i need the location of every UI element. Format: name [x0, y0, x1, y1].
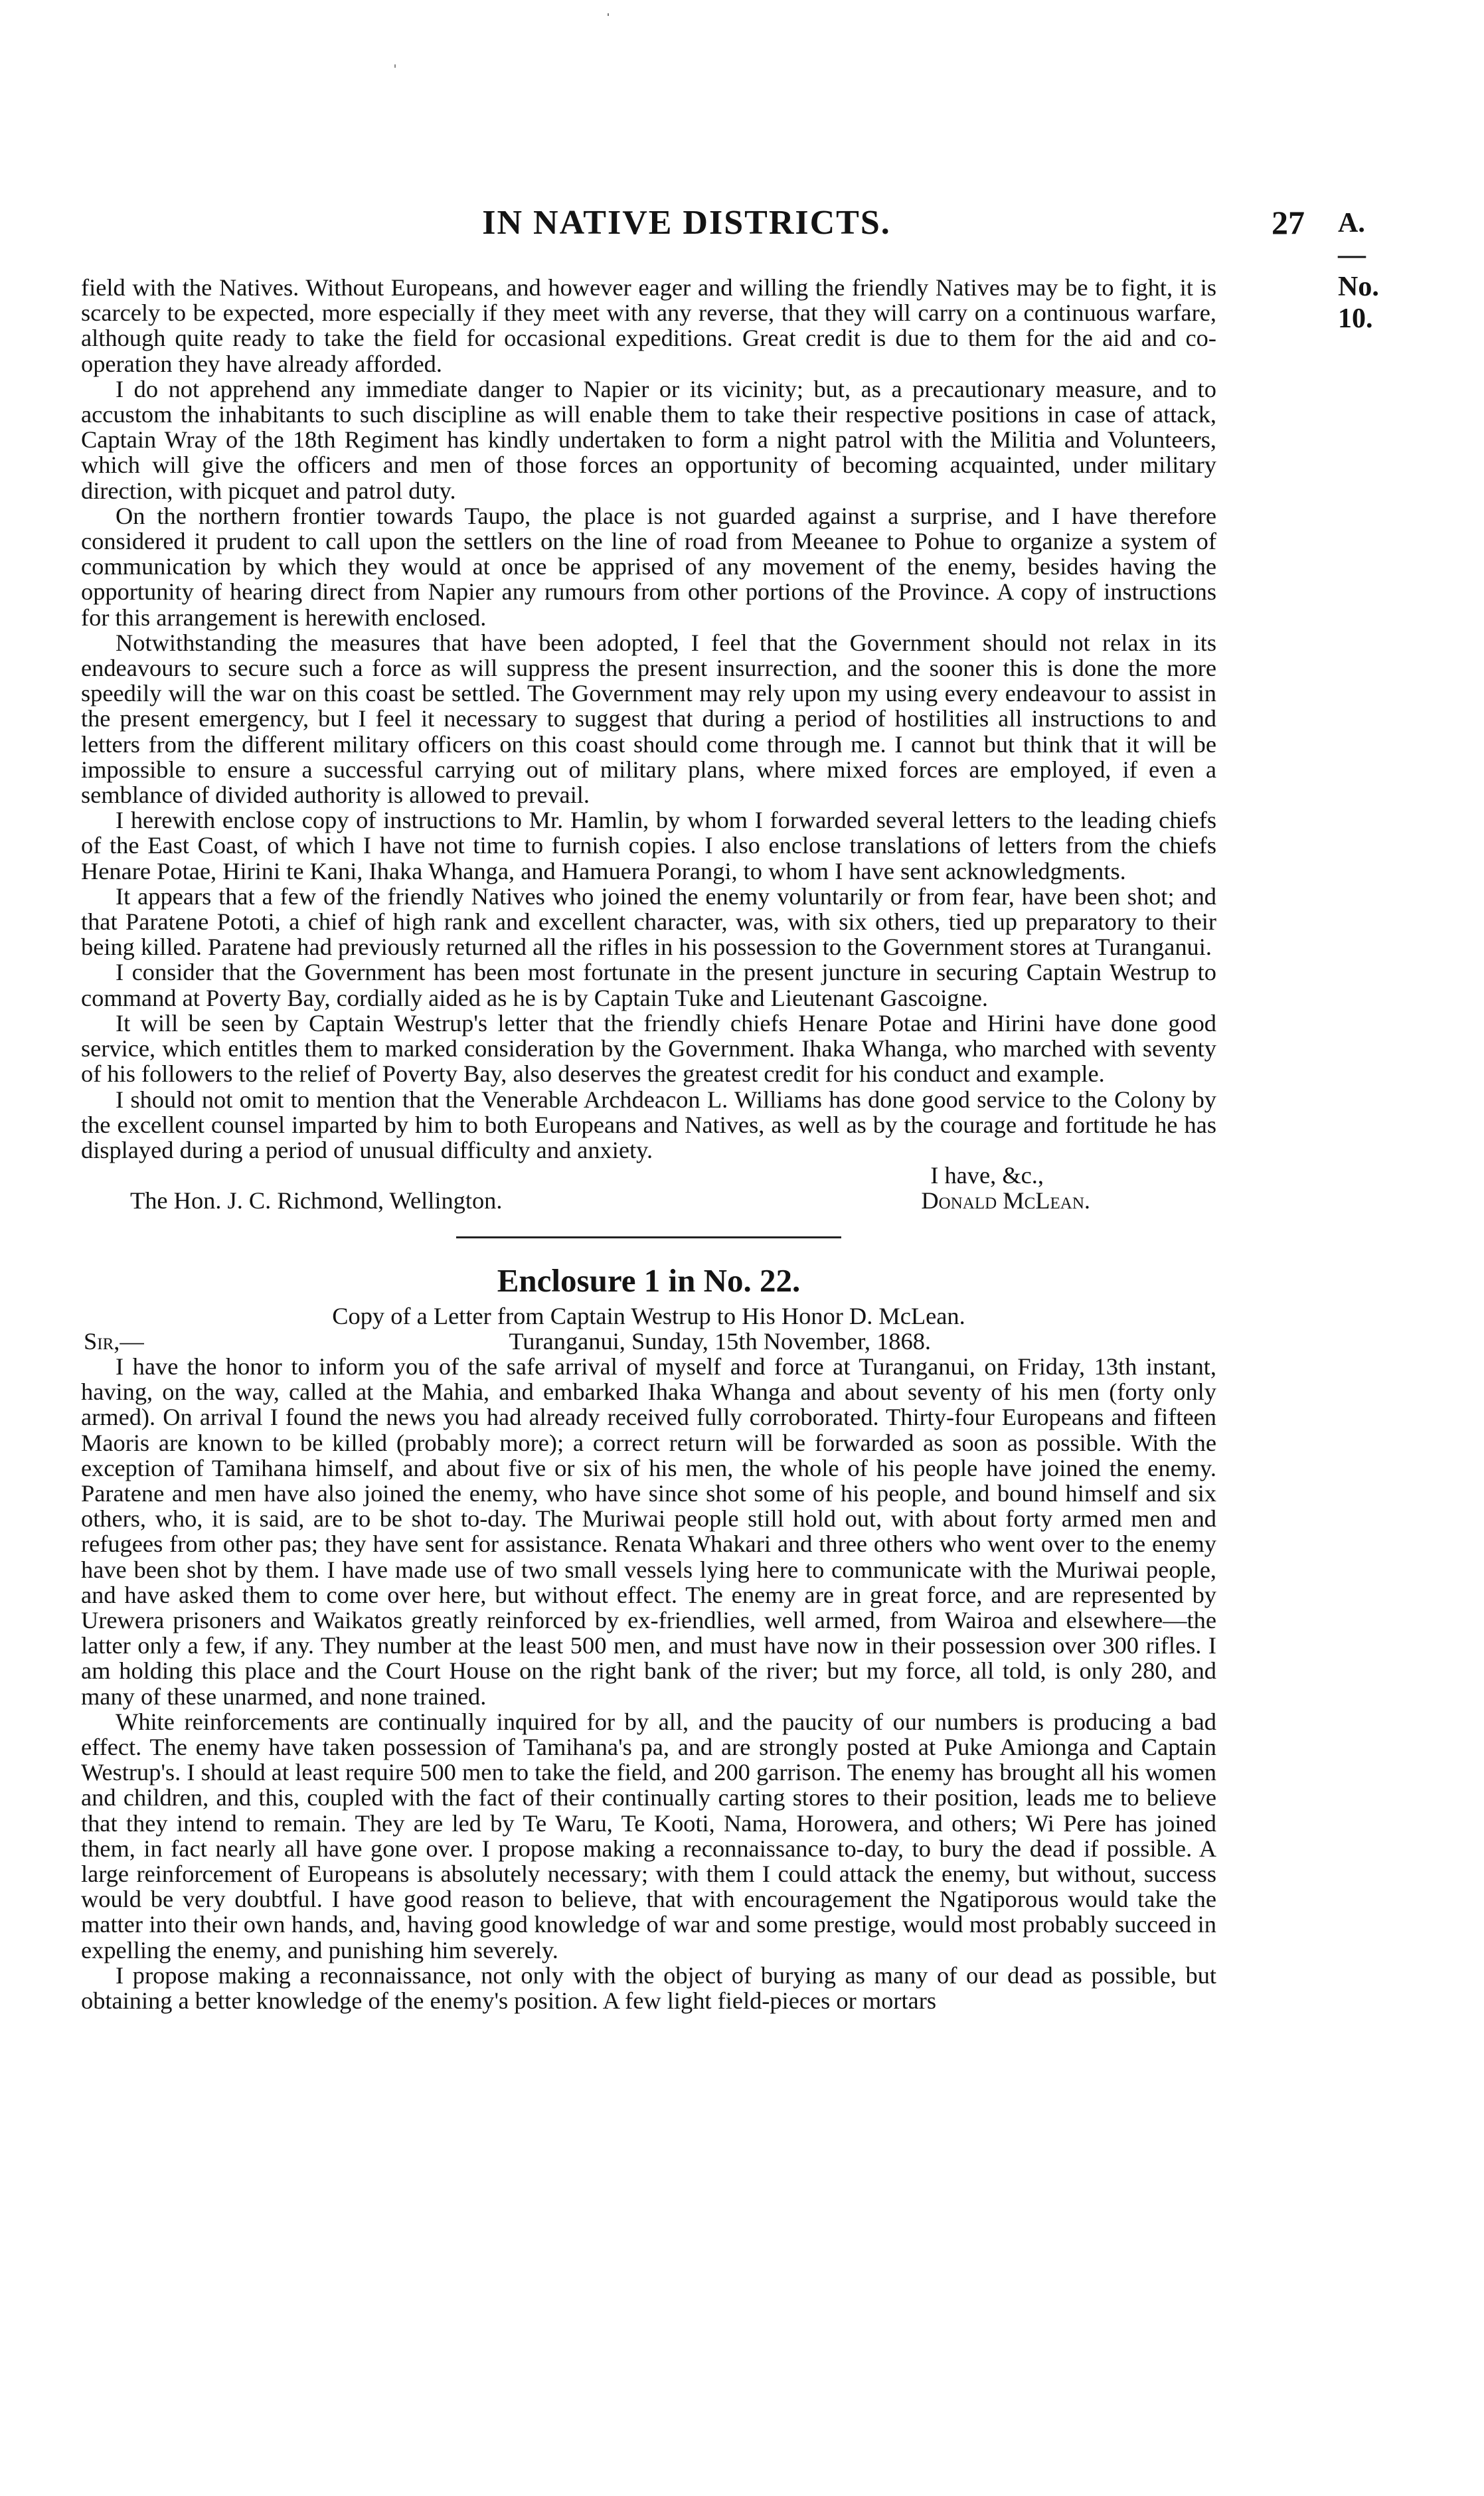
dateline: Turanganui, Sunday, 15th November, 1868. — [509, 1327, 931, 1355]
salutation: Sir,— — [84, 1327, 144, 1355]
letter-paragraph: It appears that a few of the friendly Natives who joined the enemy voluntarily or from fear, have been shot; and that Paratene Pototi, a chief of high rank and excellent character, was, with six others, tied up preparatory to their being killed. Paratene had previously returned all the rifles in his possession to the Government stores at Turanganui. — [81, 882, 1216, 961]
page-body — [81, 275, 1216, 2013]
enclosure-paragraph: I have the honor to inform you of the safe arrival of myself and force at Turanganui, on Friday, 13th instant, having, on the way, called at the Mahia, and embarked Ihaka Whanga and about seventy of his men (forty only armed). On arrival I found the news you had already received fully corroborated. Thirty-four Europeans and fifteen Maoris are known to be killed (probably more); a correct return will be forwarded as soon as possible. With the exception of Tamihana himself, and about five or six of his men, the whole of his people have joined the enemy. Paratene and men have also joined the enemy, who have since shot some of his people, and bound himself and six others, who, it is said, are to be shot to-day. The Muriwai people still hold out, with about forty armed men and refugees from other pas; they have sent for assistance. Renata Whakari and three others who went over to the enemy have been shot by them. I have made use of two small vessels lying here to communicate with the Muriwai people, and have asked them to come over here, but without effect. The enemy are in great force, and are represented by Urewera prisoners and Waikatos greatly reinforced by ex-friendlies, well armed, from Wairoa and elsewhere—the latter only a few, if any. They number at the least 500 men, and must have now in their possession over 300 rifles. I am holding this place and the Court House on the right bank of the river; but my force, all told, is only 280, and many of these unarmed, and none trained. — [81, 1353, 1216, 1710]
addressee: The Hon. J. C. Richmond, Wellington. — [130, 1187, 503, 1214]
enclosure-title: Enclosure 1 in No. 22. — [497, 1262, 801, 1299]
running-head: IN NATIVE DISTRICTS. — [482, 204, 891, 242]
salutation-row — [81, 1329, 1216, 1354]
document-reference: A.—No. 10. — [1338, 208, 1379, 334]
enclosure-subtitle: Copy of a Letter from Captain Westrup to His Honor D. McLean. — [332, 1302, 965, 1329]
letter-paragraph: I do not apprehend any immediate danger to Napier or its vicinity; but, as a precautionary measure, and to accustom the inhabitants to such discipline as will enable them to take their respective positions in case of attack, Captain Wray of the 18th Regiment has kindly undertaken to form a night patrol with the Militia and Volunteers, which will give the officers and men of those forces an opportunity of becoming acquainted, under military direction, with picquet and patrol duty. — [81, 375, 1216, 504]
letter-paragraph: It will be seen by Captain Westrup's letter that the friendly chiefs Henare Potae and Hirini have done good service, which entitles them to marked consideration by the Government. Ihaka Whanga, who marched with seventy of his followers to the relief of Poverty Bay, also deserves the greatest credit for his conduct and example. — [81, 1009, 1216, 1088]
letter-paragraph: On the northern frontier towards Taupo, the place is not guarded against a surprise, and I have therefore considered it prudent to call upon the settlers on the line of road from Meeanee to Pohue to organize a system of communication by which they would at once be apprised of any movement of the enemy, besides having the opportunity of hearing direct from Napier any rumours from other portions of the Province. A copy of instructions for this arrangement is herewith enclosed. — [81, 502, 1216, 631]
letter-paragraph: I herewith enclose copy of instructions to Mr. Hamlin, by whom I forwarded several letters to the leading chiefs of the East Coast, of which I have not time to furnish copies. I also enclose translations of letters from the chiefs Henare Potae, Hirini te Kani, Ihaka Whanga, and Hamuera Porangi, to whom I have sent acknowledgments. — [81, 807, 1216, 884]
signature-block — [81, 1163, 1216, 1213]
signature: Donald McLean. — [921, 1187, 1090, 1214]
closing-line: I have, &c., — [930, 1162, 1044, 1189]
enclosure-paragraph: White reinforcements are continually inquired for by all, and the paucity of our numbers is producing a bad effect. The enemy have taken possession of Tamihana's pa, and are strongly posted at Puke Amionga and Captain Westrup's. I should at least require 500 men to take the field, and 200 garrison. The enemy has brought all his women and children, and this, coupled with the fact of their continually carting stores to their position, leads me to believe that they intend to remain. They are led by Te Waru, Te Kooti, Nama, Horowera, and others; Wi Pere has joined them, in fact nearly all have gone over. I propose making a reconnaissance to-day, to bury the dead if possible. A large reinforcement of Europeans is absolutely necessary; with them I could attack the enemy, but without, success would be very doubtful. I have good reason to believe, that with encouragement the Ngatiporous would take the matter into their own hands, and, having good knowledge of war and some prestige, would most probably succeed in expelling the enemy, and punishing him severely. — [81, 1708, 1216, 1963]
scan-mark — [394, 64, 396, 68]
scan-mark — [608, 13, 609, 16]
page-number: 27 — [1272, 204, 1305, 241]
section-divider — [456, 1236, 841, 1238]
letter-paragraph: I consider that the Government has been most fortunate in the present juncture in securing Captain Westrup to command at Poverty Bay, cordially aided as he is by Captain Tuke and Lieutenant Gascoigne. — [81, 959, 1216, 1011]
letter-paragraph: I should not omit to mention that the Venerable Archdeacon L. Williams has done good service to the Colony by the excellent counsel imparted by him to both Europeans and Natives, as well as by the courage and fortitude he has displayed during a period of unusual difficulty and anxiety. — [81, 1086, 1216, 1163]
sign-off-row — [81, 1188, 1216, 1213]
letter-paragraph: field with the Natives. Without Europeans, and however eager and willing the friendly Natives may be to fight, it is scarcely to be expected, more especially if they meet with any reverse, that they will carry on a continuous warfare, although quite ready to take the field for occasional expeditions. Great credit is due to them for the aid and co-operation they have already afforded. — [81, 274, 1216, 377]
letter-paragraph: Notwithstanding the measures that have been adopted, I feel that the Government should not relax in its endeavours to secure such a force as will suppress the present insurrection, and the sooner this is done the more speedily will the war on this coast be settled. The Government may rely upon my using every endeavour to assist in the present emergency, but I feel it necessary to suggest that during a period of hostilities all instructions to and letters from the different military officers on this coast should come through me. I cannot but think that it will be impossible to ensure a successful carrying out of military plans, where mixed forces are employed, if even a semblance of divided authority is allowed to prevail. — [81, 629, 1216, 809]
enclosure-paragraph: I propose making a reconnaissance, not only with the object of burying as many of our dead as possible, but obtaining a better knowledge of the enemy's position. A few light field-pieces or mortars — [81, 1961, 1216, 2014]
